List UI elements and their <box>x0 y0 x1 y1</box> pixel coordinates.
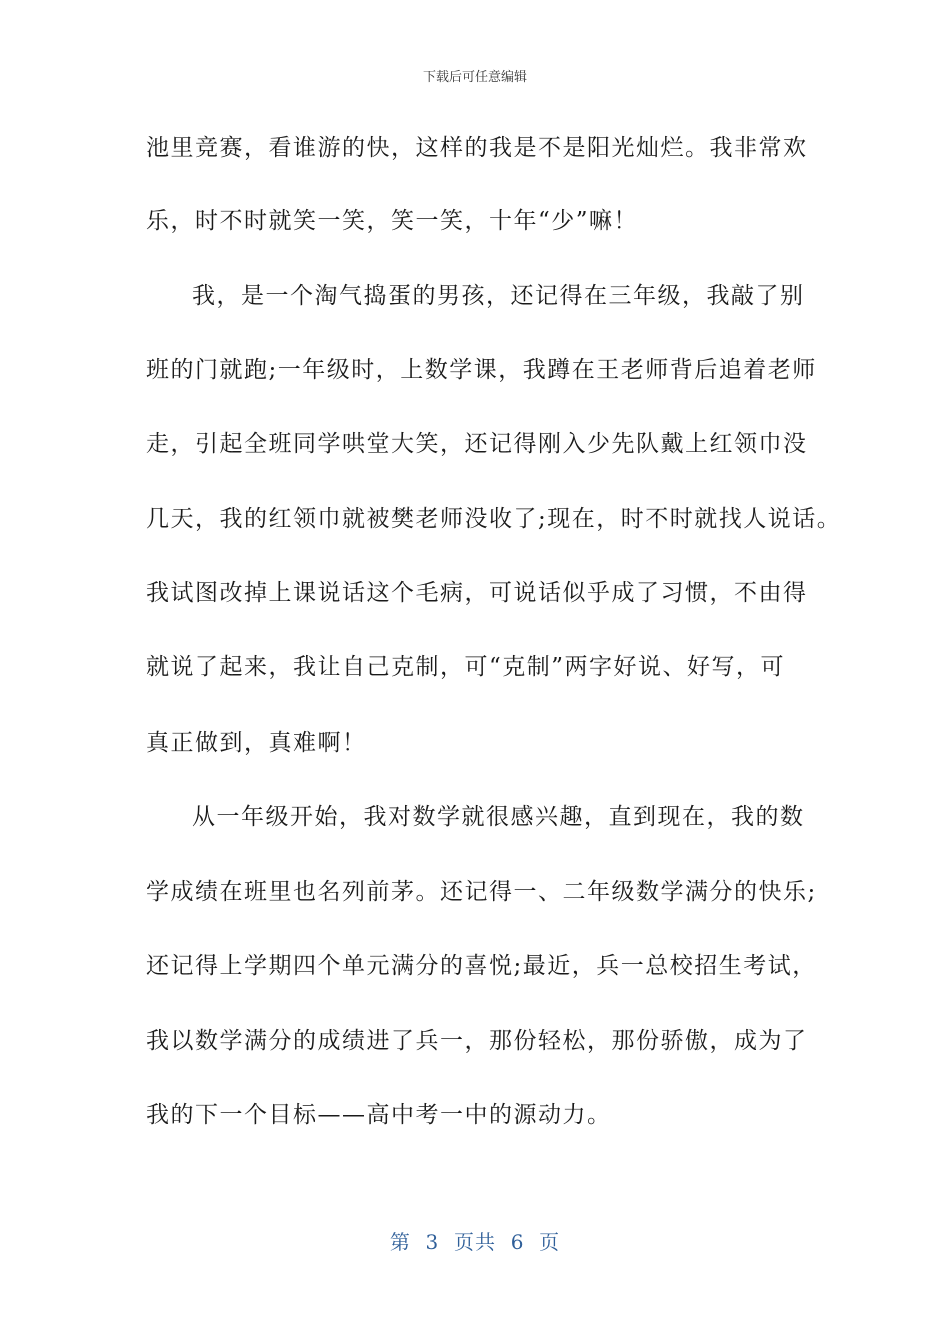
text-line: 还记得上学期四个单元满分的喜悦;最近，兵一总校招生考试， <box>146 953 817 979</box>
text-line: 真正做到，真难啊！ <box>146 730 367 756</box>
text-line: 池里竞赛，看谁游的快，这样的我是不是阳光灿烂。我非常欢 <box>146 135 808 161</box>
text-line: 乐，时不时就笑一笑，笑一笑，十年“少”嘛！ <box>146 208 639 234</box>
text-line: 几天，我的红领巾就被樊老师没收了;现在，时不时就找人说话。 <box>146 506 842 532</box>
text-line: 我试图改掉上课说话这个毛病，可说话似乎成了习惯，不由得 <box>146 580 808 606</box>
page-header: 下载后可任意编辑 <box>422 70 527 85</box>
text-line: 学成绩在班里也名列前茅。还记得一、二年级数学满分的快乐; <box>146 879 817 905</box>
page-number-footer: 第 3 页共 6 页 <box>389 1230 561 1254</box>
text-line: 我以数学满分的成绩进了兵一，那份轻松，那份骄傲，成为了 <box>146 1028 808 1054</box>
text-line: 走，引起全班同学哄堂大笑，还记得刚入少先队戴上红领巾没 <box>146 431 808 457</box>
paragraph-first-line: 我，是一个淘气捣蛋的男孩，还记得在三年级，我敲了别 <box>192 283 805 309</box>
text-line: 就说了起来，我让自己克制，可“克制”两字好说、好写，可 <box>146 654 786 680</box>
text-line: 我的下一个目标——高中考一中的源动力。 <box>146 1102 612 1128</box>
paragraph-first-line: 从一年级开始，我对数学就很感兴趣，直到现在，我的数 <box>192 804 805 830</box>
text-line: 班的门就跑;一年级时，上数学课，我蹲在王老师背后追着老师 <box>146 357 817 383</box>
